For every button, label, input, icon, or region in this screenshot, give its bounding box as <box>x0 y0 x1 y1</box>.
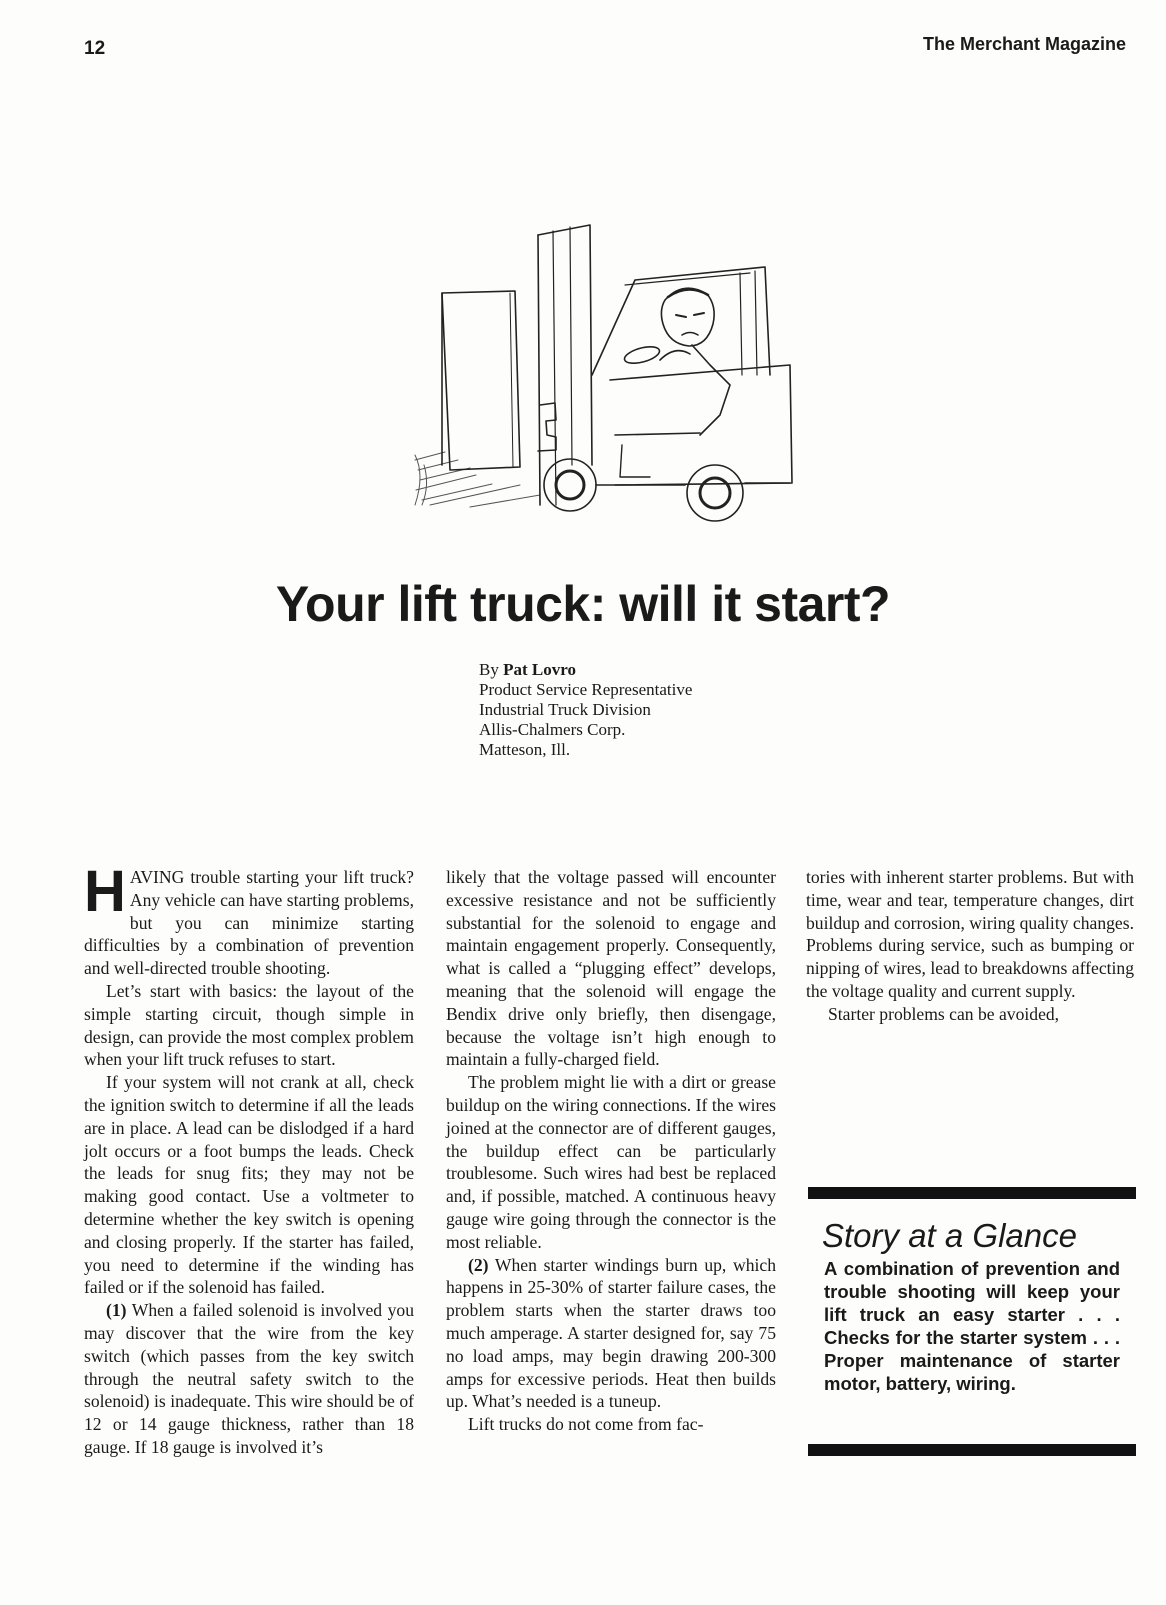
magazine-title: The Merchant Magazine <box>922 34 1126 54</box>
author-title: Product Service Representative <box>479 680 693 699</box>
bottom-rule <box>808 1444 1136 1456</box>
author-name: Pat Lovro <box>503 660 576 679</box>
sidebar-title: Story at a Glance <box>822 1217 1077 1254</box>
sidebar-text: A combination of prevention and trouble shooting will keep your lift truck an easy starter . . . Checks for the starter system . . . Proper maintenance of starter motor, battery, wiring. <box>824 1258 1120 1394</box>
byline-prefix: By <box>479 660 499 679</box>
article-headline: Your lift truck: will it start? <box>275 576 891 632</box>
drop-cap: H <box>84 859 126 924</box>
paragraph: likely that the voltage passed will encounter excessive resistance and not be sufficiently substantial for the solenoid to engage and maintain engagement properly. Consequently, what is called a “plugging effect” develops, meaning that the solenoid will engage the Bendix drive only briefly, then disengage, because the voltage isn’t high enough to maintain a fully-charged field. <box>446 867 776 1070</box>
article-column-3 <box>806 866 1134 1026</box>
article-column-2 <box>446 866 776 1436</box>
paragraph: The problem might lie with a dirt or grease buildup on the wiring connections. If the wires joined at the connector are of different gauges, the buildup effect can be particularly troublesome. Such wires had best be replaced and, if possible, matched. A continuous heavy gauge wire going through the connector is the most reliable. <box>446 1072 776 1252</box>
author-company: Allis-Chalmers Corp. <box>479 720 626 739</box>
paragraph: Starter problems can be avoided, <box>828 1003 1060 1024</box>
paragraph: Let’s start with basics: the layout of the simple starting circuit, though simple in design, can provide the most complex problem when your lift truck refuses to start. <box>84 980 414 1070</box>
forklift-illustration <box>410 215 810 545</box>
paragraph: HAVING trouble starting your lift truck? Any vehicle can have starting problems, but you can minimize starting difficulties by a combination of prevention and well-directed trouble shooting. <box>84 859 414 979</box>
article-column-1 <box>84 859 414 1459</box>
paragraph: tories with inherent starter problems. But with time, wear and tear, temperature changes, dirt buildup and corrosion, wiring quality changes. Problems during service, such as bumping or nipping of wires, lead to breakdowns affecting the voltage quality and current supply. <box>806 867 1134 1001</box>
byline <box>479 660 692 760</box>
top-rule <box>808 1187 1136 1199</box>
paragraph: (2) When starter windings burn up, which happens in 25-30% of starter failure cases, the problem starts when the starter draws too much amperage. A starter designed for, say 75 no load amps, may begin drawing 200-300 amps for excessive periods. Heat then builds up. What’s needed is a tuneup. <box>446 1254 776 1412</box>
page-number: 12 <box>84 38 106 59</box>
story-at-a-glance-box <box>808 1187 1136 1395</box>
author-location: Matteson, Ill. <box>479 740 571 759</box>
author-division: Industrial Truck Division <box>479 700 651 719</box>
paragraph: Lift trucks do not come from fac- <box>468 1414 704 1435</box>
paragraph: If your system will not crank at all, check the ignition switch to determine if all the leads are in place. A lead can be dislodged if a hard jolt occurs or a foot bumps the leads. Check the leads for snug fits; they may not be making good contact. Use a voltmeter to determine whether the key switch is opening and closing properly. If the starter has failed, you need to determine if the winding has failed or if the solenoid has failed. <box>84 1072 414 1298</box>
paragraph: (1) When a failed solenoid is involved you may discover that the wire from the key switch (which passes from the key switch through the neutral safety switch to the solenoid) is inadequate. This wire should be of 12 or 14 gauge thickness, rather than 18 gauge. If 18 gauge is involved it’s <box>84 1300 414 1457</box>
